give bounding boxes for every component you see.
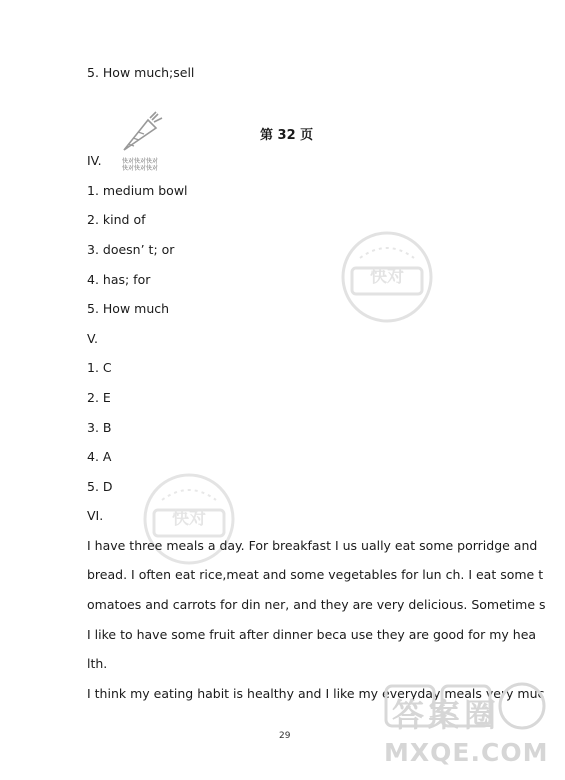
paragraph-line: lth. bbox=[87, 656, 108, 671]
corner-watermark-top: 答案圈 bbox=[392, 696, 501, 734]
carrot-caption-1: 快对快对快对 bbox=[122, 158, 159, 165]
list-item: 3. doesn’ t; or bbox=[87, 242, 175, 257]
carrot-caption-2: 快对快对快对 bbox=[122, 165, 159, 172]
paragraph-line: I like to have some fruit after dinner beca use they are good for my hea bbox=[87, 627, 537, 642]
page-heading: 第 32 页 bbox=[260, 128, 314, 143]
carrot-logo bbox=[118, 110, 166, 160]
list-item: 5. D bbox=[87, 479, 113, 494]
paragraph-line: bread. I often eat rice,meat and some vegetables for lun ch. I eat some t bbox=[87, 567, 544, 582]
list-item: 2. kind of bbox=[87, 212, 146, 227]
list-item: 2. E bbox=[87, 390, 111, 405]
list-item: 1. C bbox=[87, 360, 112, 375]
watermark-text: 快对 bbox=[370, 267, 404, 287]
list-item: 4. A bbox=[87, 449, 112, 464]
list-item: 1. medium bowl bbox=[87, 183, 188, 198]
section-iv-label: IV. bbox=[87, 153, 102, 168]
section-vi-label: VI. bbox=[87, 508, 104, 523]
section-v-label: V. bbox=[87, 331, 98, 346]
page-number: 29 bbox=[279, 731, 291, 741]
paragraph-line: I have three meals a day. For breakfast I us ually eat some porridge and bbox=[87, 538, 538, 553]
list-item: 3. B bbox=[87, 420, 112, 435]
watermark-text: 快对 bbox=[172, 509, 206, 529]
list-item: 5. How much bbox=[87, 301, 170, 316]
paragraph-line: I think my eating habit is healthy and I like my everyday meals very muc bbox=[87, 686, 545, 701]
header-answer: 5. How much;sell bbox=[87, 65, 195, 80]
paragraph-line: omatoes and carrots for din ner, and they are very delicious. Sometime s bbox=[87, 597, 546, 612]
corner-watermark-bottom: MXQE.COM bbox=[384, 738, 549, 767]
list-item: 4. has; for bbox=[87, 272, 151, 287]
